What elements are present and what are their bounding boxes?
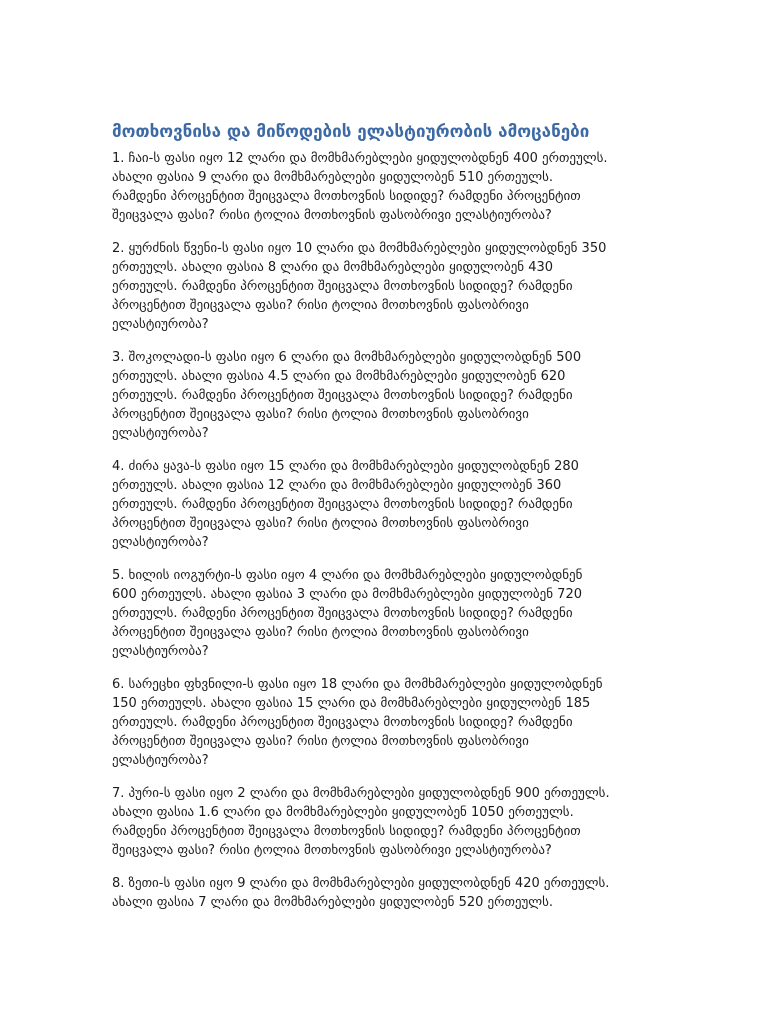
problem-4-line: ელასტიურობა? bbox=[112, 535, 209, 550]
problem-1-line: რამდენი პროცენტით შეიცვალა მოთხოვნის სიდიდე? რამდენი პროცენტით bbox=[112, 189, 581, 204]
problem-5-line: 5. ხილის იოგურტი-ს ფასი იყო 4 ლარი და მომხმარებლები ყიდულობდნენ bbox=[112, 568, 583, 583]
problem-6 bbox=[112, 675, 768, 770]
problem-8 bbox=[112, 874, 768, 912]
problem-6-line: 6. სარეცხი ფხვნილი-ს ფასი იყო 18 ლარი და მომხმარებლები ყიდულობდნენ bbox=[112, 677, 603, 692]
problem-1-line: 1. ჩაი-ს ფასი იყო 12 ლარი და მომხმარებლები ყიდულობდნენ 400 ერთეულს. bbox=[112, 151, 608, 166]
problem-5-line: ერთეულს. რამდენი პროცენტით შეიცვალა მოთხოვნის სიდიდე? რამდენი bbox=[112, 606, 573, 621]
problem-3-line: პროცენტით შეიცვალა ფასი? რისი ტოლია მოთხოვნის ფასობრივი bbox=[112, 407, 529, 422]
problem-2-line: ელასტიურობა? bbox=[112, 317, 209, 332]
problem-6-line: პროცენტით შეიცვალა ფასი? რისი ტოლია მოთხოვნის ფასობრივი bbox=[112, 734, 529, 749]
problem-3 bbox=[112, 348, 768, 443]
problem-7-line: რამდენი პროცენტით შეიცვალა მოთხოვნის სიდიდე? რამდენი პროცენტით bbox=[112, 824, 581, 839]
problem-4-line: ერთეულს. ახალი ფასია 12 ლარი და მომხმარებლები ყიდულობენ 360 bbox=[112, 478, 562, 493]
problem-7-line: 7. პური-ს ფასი იყო 2 ლარი და მომხმარებლები ყიდულობდნენ 900 ერთეულს. bbox=[112, 786, 610, 801]
problem-1 bbox=[112, 149, 768, 225]
problem-2-line: პროცენტით შეიცვალა ფასი? რისი ტოლია მოთხოვნის ფასობრივი bbox=[112, 298, 529, 313]
problem-7-line: ახალი ფასია 1.6 ლარი და მომხმარებლები ყიდულობენ 1050 ერთეულს. bbox=[112, 805, 574, 820]
problem-8-line: 8. ზეთი-ს ფასი იყო 9 ლარი და მომხმარებლები ყიდულობდნენ 420 ერთეულს. bbox=[112, 876, 610, 891]
problem-5-line: პროცენტით შეიცვალა ფასი? რისი ტოლია მოთხოვნის ფასობრივი bbox=[112, 625, 529, 640]
problem-7 bbox=[112, 784, 768, 860]
document-title: მოთხოვნისა და მიწოდების ელასტიურობის ამოცანები bbox=[112, 122, 590, 142]
problem-1-line: შეიცვალა ფასი? რისი ტოლია მოთხოვნის ფასობრივი ელასტიურობა? bbox=[112, 208, 552, 223]
problem-2-line: ერთეულს. ახალი ფასია 8 ლარი და მომხმარებლები ყიდულობენ 430 bbox=[112, 260, 554, 275]
problem-6-line: ერთეულს. რამდენი პროცენტით შეიცვალა მოთხოვნის სიდიდე? რამდენი bbox=[112, 715, 573, 730]
problem-7-line: შეიცვალა ფასი? რისი ტოლია მოთხოვნის ფასობრივი ელასტიურობა? bbox=[112, 843, 552, 858]
problem-8-line: ახალი ფასია 7 ლარი და მომხმარებლები ყიდულობენ 520 ერთეულს. bbox=[112, 895, 554, 910]
problem-4 bbox=[112, 457, 768, 552]
problem-4-line: 4. ძირა ყავა-ს ფასი იყო 15 ლარი და მომხმარებლები ყიდულობდნენ 280 bbox=[112, 459, 579, 474]
problem-6-line: ელასტიურობა? bbox=[112, 753, 209, 768]
problem-4-line: პროცენტით შეიცვალა ფასი? რისი ტოლია მოთხოვნის ფასობრივი bbox=[112, 516, 529, 531]
problem-2 bbox=[112, 239, 768, 334]
problem-3-line: ელასტიურობა? bbox=[112, 426, 209, 441]
problem-3-line: 3. შოკოლადი-ს ფასი იყო 6 ლარი და მომხმარებლები ყიდულობდნენ 500 bbox=[112, 350, 582, 365]
problem-5-line: 600 ერთეულს. ახალი ფასია 3 ლარი და მომხმარებლები ყიდულობენ 720 bbox=[112, 587, 582, 602]
problem-4-line: ერთეულს. რამდენი პროცენტით შეიცვალა მოთხოვნის სიდიდე? რამდენი bbox=[112, 497, 573, 512]
problem-2-line: ერთეულს. რამდენი პროცენტით შეიცვალა მოთხოვნის სიდიდე? რამდენი bbox=[112, 279, 573, 294]
problem-1-line: ახალი ფასია 9 ლარი და მომხმარებლები ყიდულობენ 510 ერთეულს. bbox=[112, 170, 554, 185]
problem-6-line: 150 ერთეულს. ახალი ფასია 15 ლარი და მომხმარებლები ყიდულობენ 185 bbox=[112, 696, 591, 711]
problem-3-line: ერთეულს. რამდენი პროცენტით შეიცვალა მოთხოვნის სიდიდე? რამდენი bbox=[112, 388, 573, 403]
problem-5 bbox=[112, 566, 768, 661]
problem-5-line: ელასტიურობა? bbox=[112, 644, 209, 659]
problem-2-line: 2. ყურძნის წვენი-ს ფასი იყო 10 ლარი და მომხმარებლები ყიდულობდნენ 350 bbox=[112, 241, 607, 256]
problem-3-line: ერთეულს. ახალი ფასია 4.5 ლარი და მომხმარებლები ყიდულობენ 620 bbox=[112, 369, 566, 384]
